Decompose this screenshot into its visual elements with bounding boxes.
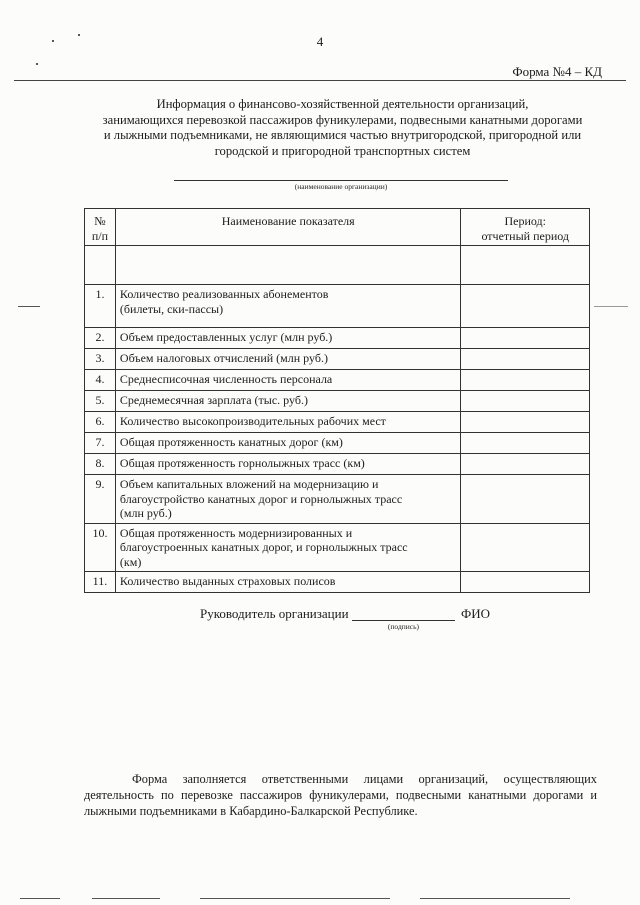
row-indicator: [115, 475, 461, 524]
table-header-row: [85, 209, 590, 246]
row-indicator-line: (км): [119, 554, 142, 569]
indicators-table: [84, 208, 590, 593]
form-label: Форма №4 – КД: [512, 64, 602, 79]
row-indicator: Количество высокопроизводительных рабочих мест: [115, 412, 461, 433]
table-row: [85, 285, 590, 328]
table-row: [85, 572, 590, 593]
table-row: [85, 454, 590, 475]
row-indicator: Объем предоставленных услуг (млн руб.): [115, 328, 461, 349]
footnote: [84, 771, 597, 819]
header-spacer-cell: [85, 246, 116, 285]
row-indicator: Объем налоговых отчислений (млн руб.): [115, 349, 461, 370]
signature-caption: (подпись): [387, 622, 420, 631]
footnote-first-line: Форма заполняется ответственными лицами организаций, осуществляющих: [132, 772, 597, 786]
row-indicator: Среднемесячная зарплата (тыс. руб.): [115, 391, 461, 412]
organization-name-caption: (наименование организации): [294, 182, 388, 191]
header-indicator-text: Наименование показателя: [221, 214, 355, 228]
table-header-spacer: [85, 246, 590, 285]
row-indicator-line: (млн руб.): [119, 506, 172, 520]
scan-edge-mark: [18, 306, 40, 307]
row-number: 9.: [85, 475, 116, 524]
header-spacer-cell: [115, 246, 461, 285]
row-number: 1.: [85, 285, 116, 328]
header-number: [85, 209, 116, 246]
row-period-value[interactable]: [461, 285, 590, 328]
row-period-value[interactable]: [461, 433, 590, 454]
row-indicator-line: благоустройство канатных дорог и горнолыжных трасс: [119, 491, 403, 506]
row-number: 11.: [85, 572, 116, 593]
row-indicator-line: благоустроенных канатных дорог, и горнолыжных трасс: [119, 540, 408, 554]
table-row: [85, 475, 590, 524]
row-number: 7.: [85, 433, 116, 454]
row-period-value[interactable]: [461, 475, 590, 524]
signature-line[interactable]: [352, 620, 455, 621]
title-line: Информация о финансово-хозяйственной деятельности организаций,: [156, 97, 529, 111]
row-period-value[interactable]: [461, 349, 590, 370]
table-row: [85, 433, 590, 454]
row-indicator: Общая протяженность горнолыжных трасс (км): [115, 454, 461, 475]
scan-edge-mark: [20, 898, 60, 899]
title-line: и лыжными подъемниками, не являющимися частью внутригородской, пригородной или: [103, 128, 582, 142]
table-row: [85, 412, 590, 433]
row-number: 8.: [85, 454, 116, 475]
row-indicator: [115, 523, 461, 572]
header-rule: [14, 80, 626, 81]
header-period: [461, 209, 590, 246]
title-line: занимающихся перевозкой пассажиров фуникулерами, подвесными канатными дорогами: [102, 112, 583, 127]
table-row: [85, 328, 590, 349]
scan-edge-mark: [420, 898, 570, 899]
document-title: [80, 97, 605, 159]
row-indicator-line: Общая протяженность модернизированных и: [119, 525, 353, 540]
row-indicator-line: Объем капитальных вложений на модернизацию и: [119, 477, 379, 491]
row-number: 10.: [85, 523, 116, 572]
row-period-value[interactable]: [461, 391, 590, 412]
scan-edge-mark: [200, 898, 390, 899]
signature-label: Руководитель организации: [200, 606, 349, 621]
footnote-text: деятельность по перевозке пассажиров фуникулерами, подвесными канатными дорогами и лыжными подъемниками в Кабардино-Балкарской Республике.: [84, 788, 597, 818]
header-period-line: отчетный период: [481, 228, 569, 243]
row-indicator-line: (билеты, ски-пассы): [119, 301, 224, 316]
row-period-value[interactable]: [461, 328, 590, 349]
row-number: 6.: [85, 412, 116, 433]
row-number: 5.: [85, 391, 116, 412]
table-row: [85, 523, 590, 572]
row-number: 2.: [85, 328, 116, 349]
header-spacer-cell: [461, 246, 590, 285]
row-period-value[interactable]: [461, 454, 590, 475]
signature-fio: ФИО: [461, 606, 491, 621]
scan-speck: [36, 63, 38, 65]
title-line: городской и пригородной транспортных систем: [214, 143, 471, 158]
row-indicator: Количество выданных страховых полисов: [115, 572, 461, 593]
page-number: 4: [316, 34, 324, 49]
scan-edge-mark: [92, 898, 160, 899]
header-indicator-name: [115, 209, 461, 246]
row-period-value[interactable]: [461, 523, 590, 572]
row-indicator-line: Количество реализованных абонементов: [119, 287, 329, 301]
header-number-line: №: [94, 214, 106, 228]
row-indicator: Среднесписочная численность персонала: [115, 370, 461, 391]
header-number-line: п/п: [91, 228, 109, 243]
row-indicator: Общая протяженность канатных дорог (км): [115, 433, 461, 454]
row-number: 3.: [85, 349, 116, 370]
table-row: [85, 370, 590, 391]
scan-edge-mark: [594, 306, 628, 307]
header-period-line: Период:: [504, 214, 546, 228]
row-indicator: [115, 285, 461, 328]
row-number: 4.: [85, 370, 116, 391]
table-row: [85, 349, 590, 370]
table-row: [85, 391, 590, 412]
row-period-value[interactable]: [461, 572, 590, 593]
organization-name-line: [174, 180, 508, 181]
row-period-value[interactable]: [461, 370, 590, 391]
row-period-value[interactable]: [461, 412, 590, 433]
